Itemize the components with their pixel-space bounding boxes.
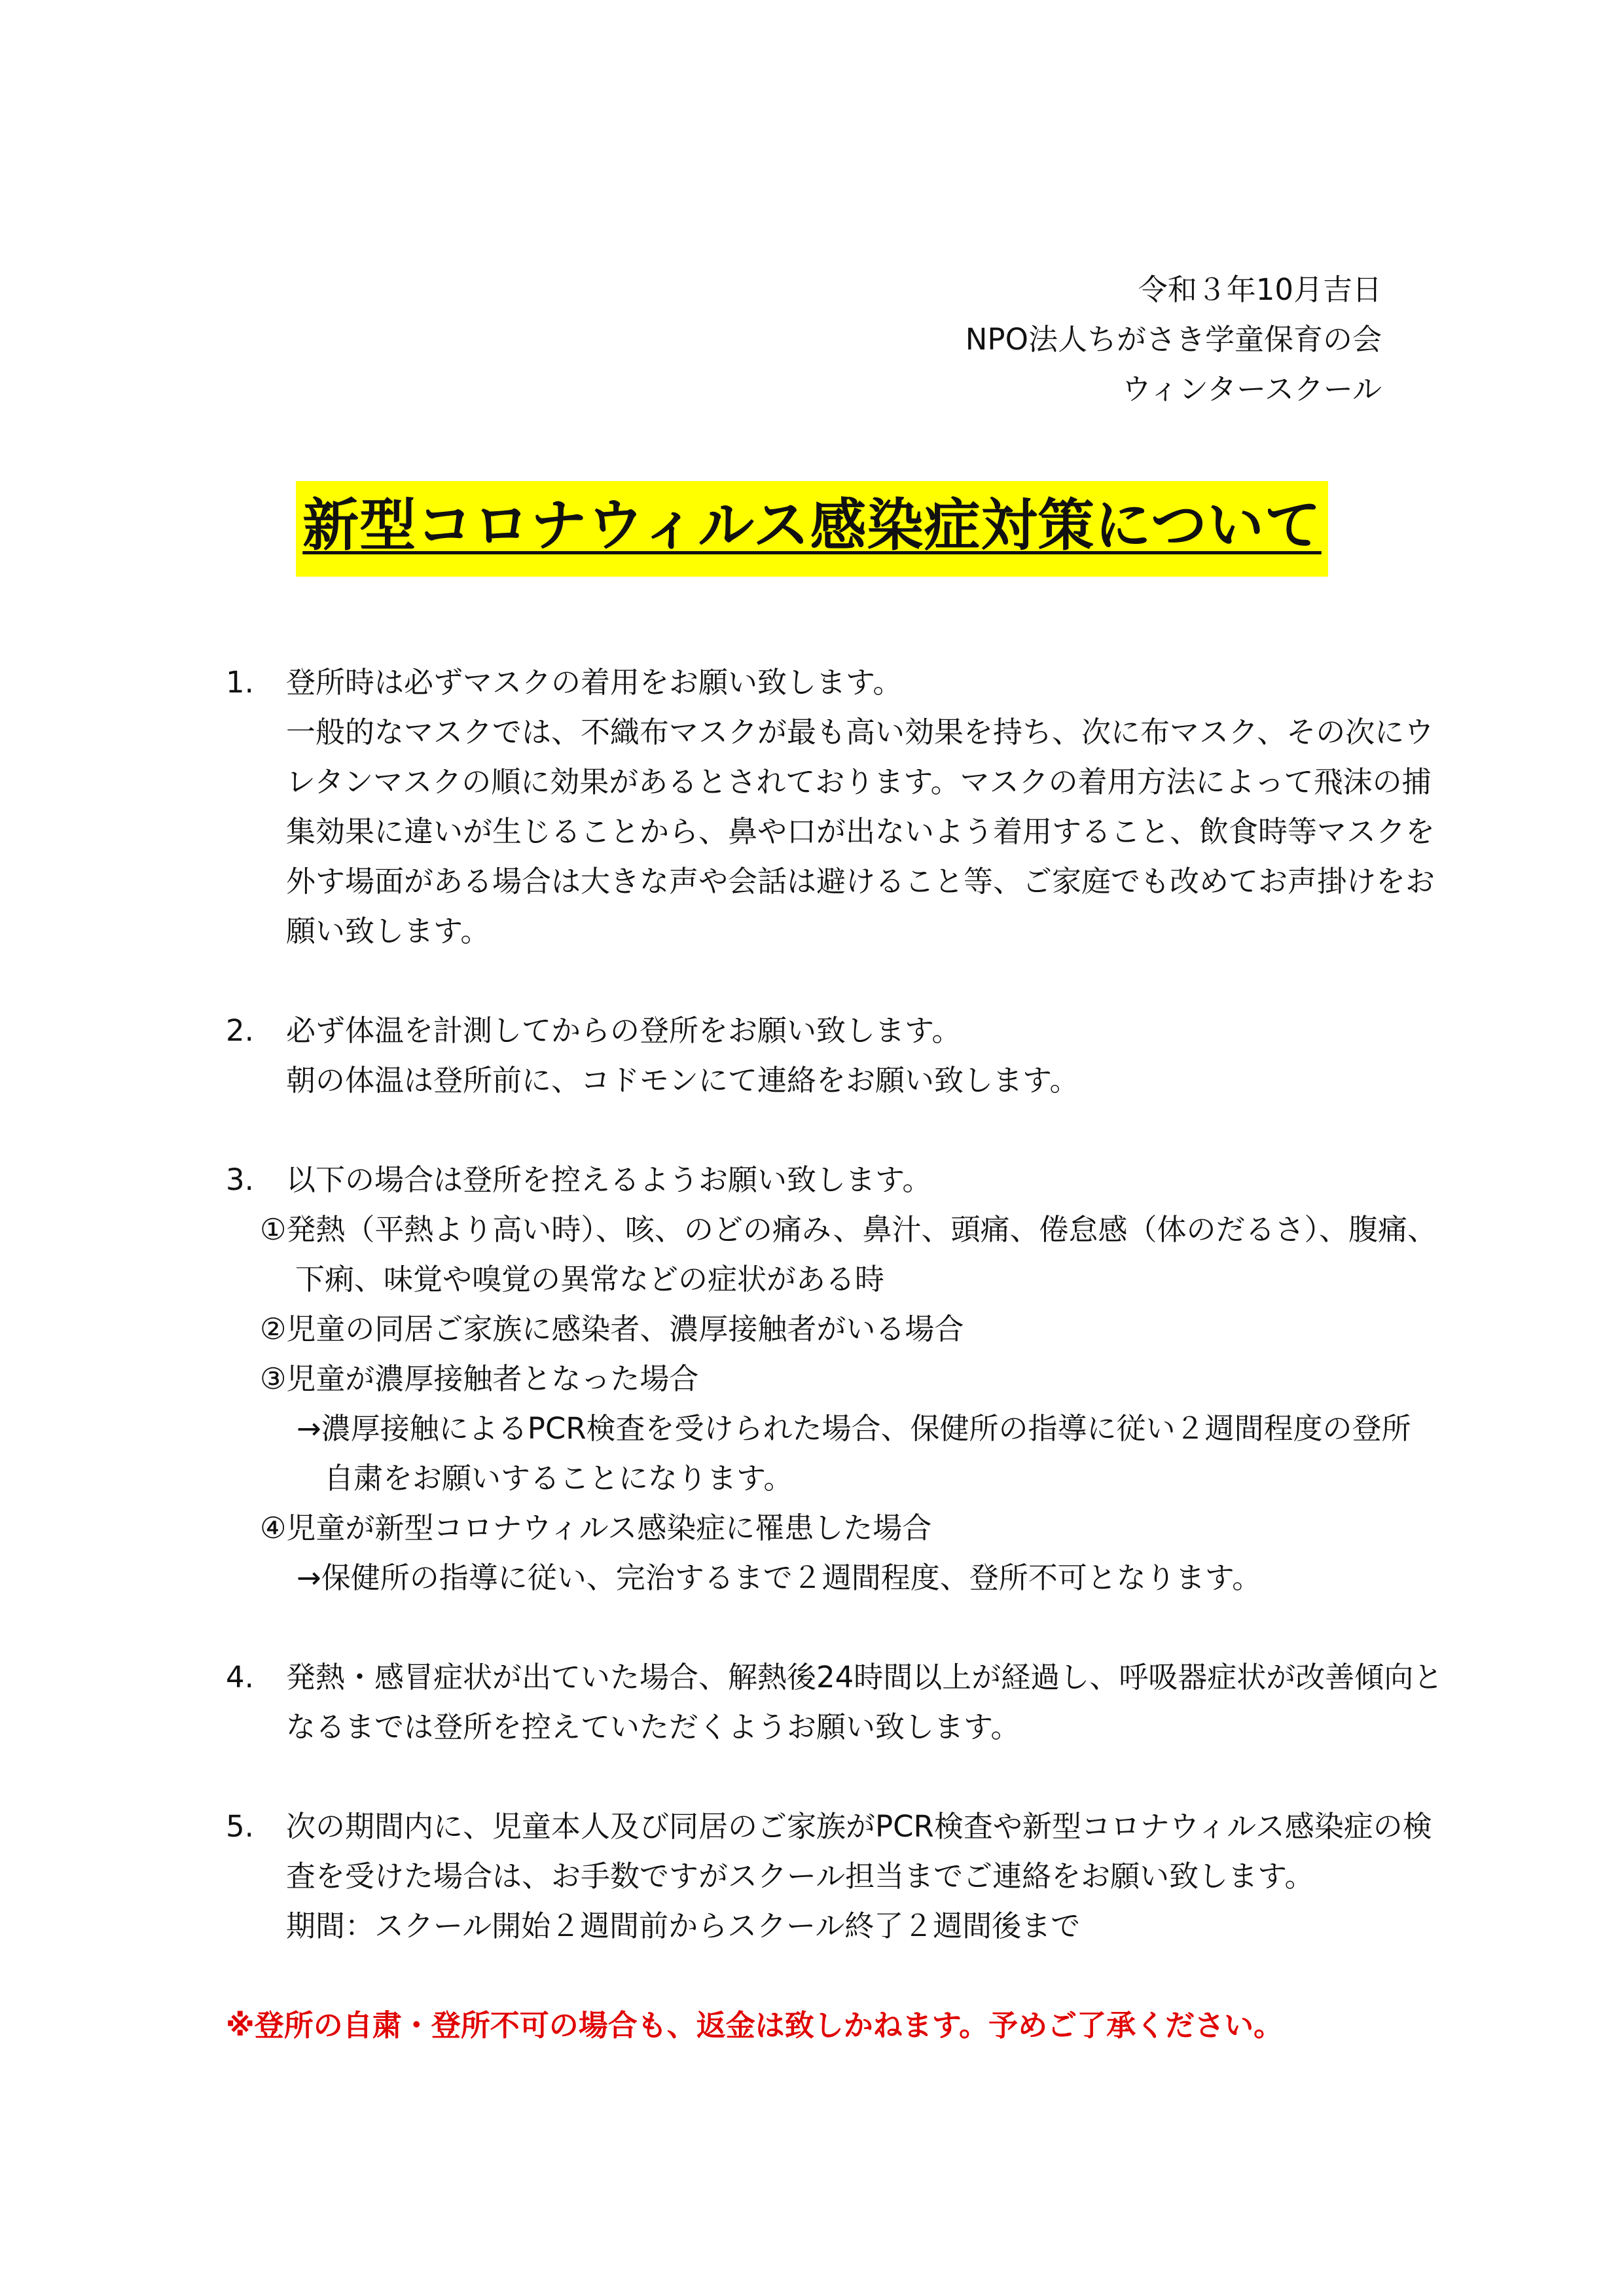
title-wrap	[0, 481, 1624, 577]
refund-notice: ※登所の自粛・登所不可の場合も、返金は致しかねます。予めご了承ください。	[226, 2008, 1284, 2043]
item-line: 外す場面がある場合は大きな声や会話は避けること等、ご家庭でも改めてお声掛けをお	[286, 864, 1435, 899]
spacer	[226, 1752, 1483, 1802]
sub-item-1-continued: 下痢、味覚や嗅覚の異常などの症状がある時	[295, 1262, 885, 1297]
item-title: 必ず体温を計測してからの登所をお願い致します。	[286, 1013, 962, 1048]
sub-item-4-note: →保健所の指導に従い、完治するまで２週間程度、登所不可となります。	[297, 1560, 1262, 1595]
organization-line: NPO法人ちがさき学童保育の会	[965, 322, 1382, 357]
item-title: 発熱・感冒症状が出ていた場合、解熱後24時間以上が経過し、呼吸器症状が改善傾向と	[286, 1660, 1443, 1695]
page-title: 新型コロナウィルス感染症対策について	[296, 481, 1328, 577]
item-number: 2.	[226, 1013, 254, 1048]
item-number: 3.	[226, 1162, 254, 1197]
list-item-4	[226, 1653, 1483, 1752]
item-number: 5.	[226, 1809, 254, 1844]
date-line: 令和３年10月吉日	[1138, 272, 1382, 307]
sub-item-3-note: →濃厚接触によるPCR検査を受けられた場合、保健所の指導に従い２週間程度の登所	[297, 1411, 1411, 1446]
spacer	[226, 956, 1483, 1006]
item-line: レタンマスクの順に効果があるとされております。マスクの着用方法によって飛沫の捕	[286, 764, 1432, 799]
item-line: なるまでは登所を控えていただくようお願い致します。	[286, 1710, 1020, 1744]
program-line: ウィンタースクール	[1121, 372, 1382, 406]
item-line: 一般的なマスクでは、不織布マスクが最も高い効果を持ち、次に布マスク、その次にウ	[286, 715, 1434, 749]
sub-item-1: ①発熱（平熱より高い時）、咳、のどの痛み、鼻汁、頭痛、倦怠感（体のだるさ）、腹痛、	[260, 1212, 1437, 1247]
item-number: 4.	[226, 1660, 254, 1695]
item-number: 1.	[226, 665, 254, 700]
sub-item-3: ③児童が濃厚接触者となった場合	[260, 1361, 699, 1396]
item-line: 期間：スクール開始２週間前からスクール終了２週間後まで	[286, 1909, 1081, 1943]
list-item-5	[226, 1802, 1483, 1951]
item-line: 願い致します。	[286, 914, 490, 948]
list-item-2	[226, 1006, 1483, 1105]
spacer	[226, 1105, 1483, 1155]
list-item-3	[226, 1155, 1483, 1603]
item-title: 次の期間内に、児童本人及び同居のご家族がPCR検査や新型コロナウィルス感染症の検	[286, 1809, 1432, 1844]
item-line: 査を受けた場合は、お手数ですがスクール担当までご連絡をお願い致します。	[286, 1859, 1314, 1893]
item-line: 朝の体温は登所前に、コドモンにて連絡をお願い致します。	[286, 1063, 1079, 1098]
body-text	[226, 658, 1483, 2051]
spacer	[226, 1951, 1483, 2001]
list-item-1	[226, 658, 1483, 956]
sub-item-4: ④児童が新型コロナウィルス感染症に罹患した場合	[260, 1511, 932, 1545]
header-block	[965, 265, 1382, 414]
sub-item-2: ②児童の同居ご家族に感染者、濃厚接触者がいる場合	[260, 1312, 964, 1346]
sub-item-3-note-continued: 自粛をお願いすることになります。	[324, 1461, 793, 1496]
item-title: 以下の場合は登所を控えるようお願い致します。	[286, 1162, 932, 1197]
item-title: 登所時は必ずマスクの着用をお願い致します。	[286, 665, 903, 700]
spacer	[226, 1603, 1483, 1653]
item-line: 集効果に違いが生じることから、鼻や口が出ないよう着用すること、飲食時等マスクを	[286, 814, 1435, 849]
